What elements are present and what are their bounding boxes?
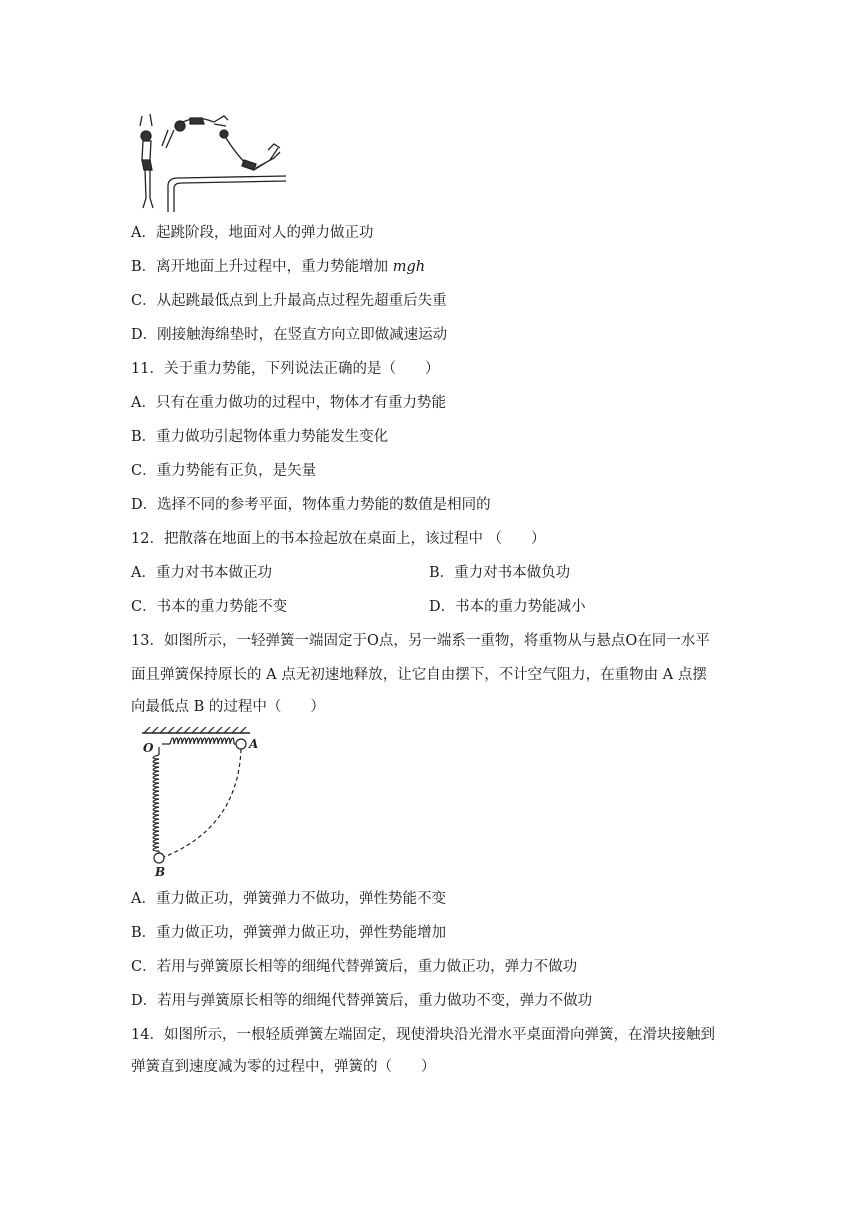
q13-option-b: B．重力做正功，弹簧弹力做正功，弹性势能增加 [131, 925, 447, 941]
q13-stem-line1: 13．如图所示，一轻弹簧一端固定于O点，另一端系一重物，将重物从与悬点O在同一水平 [131, 633, 710, 649]
q11-option-b: B．重力做功引起物体重力势能发生变化 [131, 429, 389, 445]
q13-option-a: A．重力做正功，弹簧弹力不做功，弹性势能不变 [131, 891, 446, 907]
q12-option-a: A．重力对书本做正功 [131, 565, 272, 581]
q11-option-a: A．只有在重力做功的过程中，物体才有重力势能 [131, 395, 446, 411]
q12-option-b: B．重力对书本做负功 [429, 565, 571, 581]
q14-stem-line2: 弹簧直到速度减为零的过程中，弹簧的（ ） [131, 1059, 436, 1075]
q11-option-d: D．选择不同的参考平面，物体重力势能的数值是相同的 [131, 497, 491, 513]
q13-stem-line2: 面且弹簧保持原长的 A 点无初速地释放，让它自由摆下，不计空气阻力，在重物由 A 点摆 [131, 667, 707, 683]
q14-stem-line1: 14．如图所示，一根轻质弹簧左端固定，现使滑块沿光滑水平桌面滑向弹簧，在滑块接触到 [131, 1027, 715, 1043]
q12-option-c: C．书本的重力势能不变 [131, 599, 288, 615]
q10-option-a: A．起跳阶段，地面对人的弹力做正功 [131, 225, 374, 241]
q13-stem-line3: 向最低点 B 的过程中（ ） [131, 699, 325, 715]
q10-option-c: C．从起跳最低点到上升最高点过程先超重后失重 [131, 293, 447, 309]
q10-option-b [131, 257, 425, 277]
q10-option-d: D．刚接触海绵垫时，在竖直方向立即做减速运动 [131, 327, 448, 343]
q13-option-d: D．若用与弹簧原长相等的细绳代替弹簧后，重力做功不变，弹力不做功 [131, 993, 593, 1009]
label-b: B [155, 865, 166, 877]
q12-option-d: D．书本的重力势能减小 [429, 599, 586, 615]
high-jump-figure [128, 108, 288, 216]
q10-option-b-text: B．离开地面上升过程中，重力势能增加 [131, 259, 389, 275]
spring-pendulum-figure [138, 727, 268, 877]
q12-stem: 12．把散落在地面上的书本捡起放在桌面上，该过程中 （ ） [131, 531, 546, 547]
q10-option-b-var: mgh [392, 259, 426, 275]
label-a: A [249, 737, 259, 751]
label-o: O [143, 741, 154, 755]
q11-stem: 11．关于重力势能，下列说法正确的是（ ） [131, 361, 440, 377]
q13-option-c: C．若用与弹簧原长相等的细绳代替弹簧后，重力做正功，弹力不做功 [131, 959, 578, 975]
q11-option-c: C．重力势能有正负，是矢量 [131, 463, 317, 479]
